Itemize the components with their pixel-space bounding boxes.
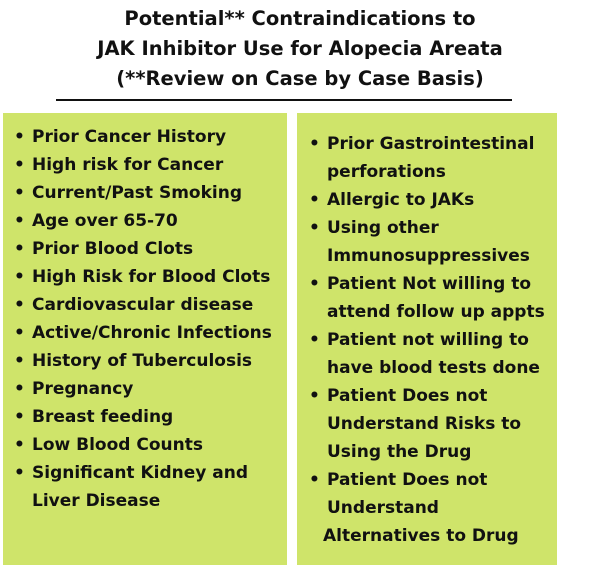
list-item-text: Active/Chronic Infections (32, 323, 272, 343)
left-contraindication-list (13, 123, 287, 515)
list-item (13, 123, 287, 151)
list-item-text: Alternatives to Drug (323, 526, 519, 546)
list-item-text: Prior Gastrointestinal (327, 134, 535, 154)
title-line-2: JAK Inhibitor Use for Alopecia Areata (97, 37, 503, 60)
right-panel (297, 113, 557, 565)
bullet-icon: • (14, 267, 25, 287)
list-item-continuation (13, 487, 287, 515)
bullet-icon: • (309, 190, 320, 210)
bullet-icon: • (14, 127, 25, 147)
list-item-text: High risk for Cancer (32, 155, 224, 175)
bullet-icon: • (14, 379, 25, 399)
list-item-text: Understand Risks to (327, 414, 522, 434)
list-item (13, 459, 287, 487)
list-item-text: Current/Past Smoking (32, 183, 242, 203)
list-item-text: Cardiovascular disease (32, 295, 254, 315)
bullet-icon: • (14, 323, 25, 343)
bullet-icon: • (14, 239, 25, 259)
list-item-text: attend follow up appts (327, 302, 545, 322)
bullet-icon: • (14, 155, 25, 175)
list-item (308, 326, 557, 354)
list-item-text: Breast feeding (32, 407, 174, 427)
list-item (13, 319, 287, 347)
list-item-continuation (308, 438, 557, 466)
list-item (308, 466, 557, 494)
right-contraindication-list (308, 130, 557, 550)
list-item (13, 179, 287, 207)
list-item (13, 263, 287, 291)
bullet-icon: • (309, 386, 320, 406)
list-item-text: Patient Not willing to (327, 274, 532, 294)
list-item-text: History of Tuberculosis (32, 351, 253, 371)
list-item (308, 186, 557, 214)
list-item (308, 130, 557, 158)
list-item-text: Liver Disease (32, 491, 161, 511)
list-item-text: Pregnancy (32, 379, 134, 399)
title-underline (56, 99, 512, 101)
list-item-text: Patient Does not (327, 470, 488, 490)
list-item-continuation (308, 410, 557, 438)
list-item (13, 431, 287, 459)
list-item (13, 207, 287, 235)
bullet-icon: • (14, 435, 25, 455)
bullet-icon: • (309, 134, 320, 154)
bullet-icon: • (309, 218, 320, 238)
list-item-text: perforations (327, 162, 446, 182)
list-item-continuation (308, 242, 557, 270)
bullet-icon: • (309, 470, 320, 490)
list-item (308, 382, 557, 410)
list-item-continuation (308, 298, 557, 326)
list-item (13, 347, 287, 375)
list-item-text: Prior Cancer History (32, 127, 227, 147)
bullet-icon: • (14, 351, 25, 371)
bullet-icon: • (14, 463, 25, 483)
list-item (13, 291, 287, 319)
list-item-text: Low Blood Counts (32, 435, 203, 455)
list-item-text: Allergic to JAKs (327, 190, 475, 210)
list-item-continuation (308, 494, 557, 522)
list-item-text: Significant Kidney and (32, 463, 249, 483)
list-item-text: have blood tests done (327, 358, 540, 378)
list-item-text: Understand (327, 498, 439, 518)
bullet-icon: • (14, 407, 25, 427)
list-item (308, 270, 557, 298)
list-item (13, 151, 287, 179)
bullet-icon: • (14, 295, 25, 315)
list-item (308, 214, 557, 242)
list-item-text: Patient not willing to (327, 330, 529, 350)
title-line-3: (**Review on Case by Case Basis) (116, 67, 484, 90)
title-line-1: Potential** Contraindications to (124, 7, 476, 30)
left-panel (3, 113, 287, 565)
list-item-text: Patient Does not (327, 386, 488, 406)
list-item-continuation (308, 522, 557, 550)
list-item-text: High Risk for Blood Clots (32, 267, 271, 287)
bullet-icon: • (14, 211, 25, 231)
list-item-text: Age over 65-70 (32, 211, 178, 231)
bullet-icon: • (309, 330, 320, 350)
list-item (13, 375, 287, 403)
list-item-continuation (308, 354, 557, 382)
list-item-text: Using other (327, 218, 439, 238)
list-item-text: Prior Blood Clots (32, 239, 194, 259)
bullet-icon: • (14, 183, 25, 203)
list-item (13, 403, 287, 431)
list-item (13, 235, 287, 263)
list-item-text: Immunosuppressives (327, 246, 530, 266)
list-item-continuation (308, 158, 557, 186)
bullet-icon: • (309, 274, 320, 294)
list-item-text: Using the Drug (327, 442, 472, 462)
